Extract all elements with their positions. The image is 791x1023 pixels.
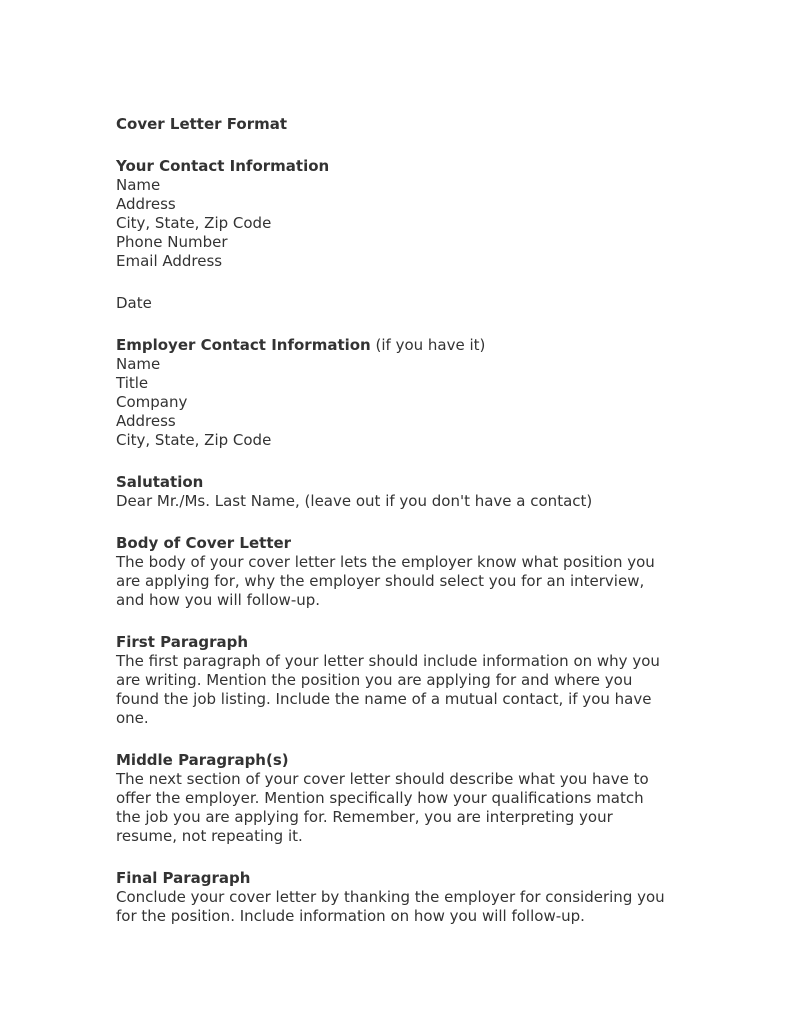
date-text: Date (116, 294, 152, 312)
first-paragraph-heading: First Paragraph (116, 633, 249, 651)
final-paragraph-section (116, 869, 686, 926)
middle-paragraph-text: The next section of your cover letter should describe what you have to offer the employer. Mention specifically how your qualifications match the job you are applying for. Remember, you are interpreting your resume, not repeating it. (116, 770, 649, 845)
document-title: Cover Letter Format (116, 115, 288, 133)
document-page (116, 115, 686, 949)
middle-paragraph-heading: Middle Paragraph(s) (116, 751, 289, 769)
final-paragraph-text: Conclude your cover letter by thanking the employer for considering you for the position. Include information on how you will follow-up. (116, 888, 665, 925)
salutation-heading: Salutation (116, 473, 204, 491)
contact-line: Phone Number (116, 233, 228, 251)
middle-paragraph-section (116, 751, 686, 846)
contact-heading: Your Contact Information (116, 157, 330, 175)
employer-line: Company (116, 393, 188, 411)
employer-line: Address (116, 412, 176, 430)
first-paragraph-text: The first paragraph of your letter should include information on why you are writing. Mention the position you are applying for and where you found the job listing. Include the name of a mutual contact, if you have one. (116, 652, 660, 727)
body-heading: Body of Cover Letter (116, 534, 292, 552)
employer-heading-note: (if you have it) (370, 336, 486, 354)
salutation-section (116, 473, 686, 511)
contact-line: Address (116, 195, 176, 213)
contact-line: Name (116, 176, 161, 194)
first-paragraph-section (116, 633, 686, 728)
body-text: The body of your cover letter lets the employer know what position you are applying for, why the employer should select you for an interview, and how you will follow-up. (116, 553, 655, 609)
date-section (116, 294, 686, 313)
employer-heading: Employer Contact Information (116, 336, 371, 354)
contact-section (116, 157, 686, 271)
employer-line: Name (116, 355, 161, 373)
body-section (116, 534, 686, 610)
salutation-text: Dear Mr./Ms. Last Name, (leave out if you don't have a contact) (116, 492, 593, 510)
contact-line: City, State, Zip Code (116, 214, 272, 232)
contact-line: Email Address (116, 252, 223, 270)
employer-line: City, State, Zip Code (116, 431, 272, 449)
employer-heading-row (116, 336, 686, 355)
employer-line: Title (116, 374, 149, 392)
employer-section (116, 336, 686, 450)
final-paragraph-heading: Final Paragraph (116, 869, 251, 887)
